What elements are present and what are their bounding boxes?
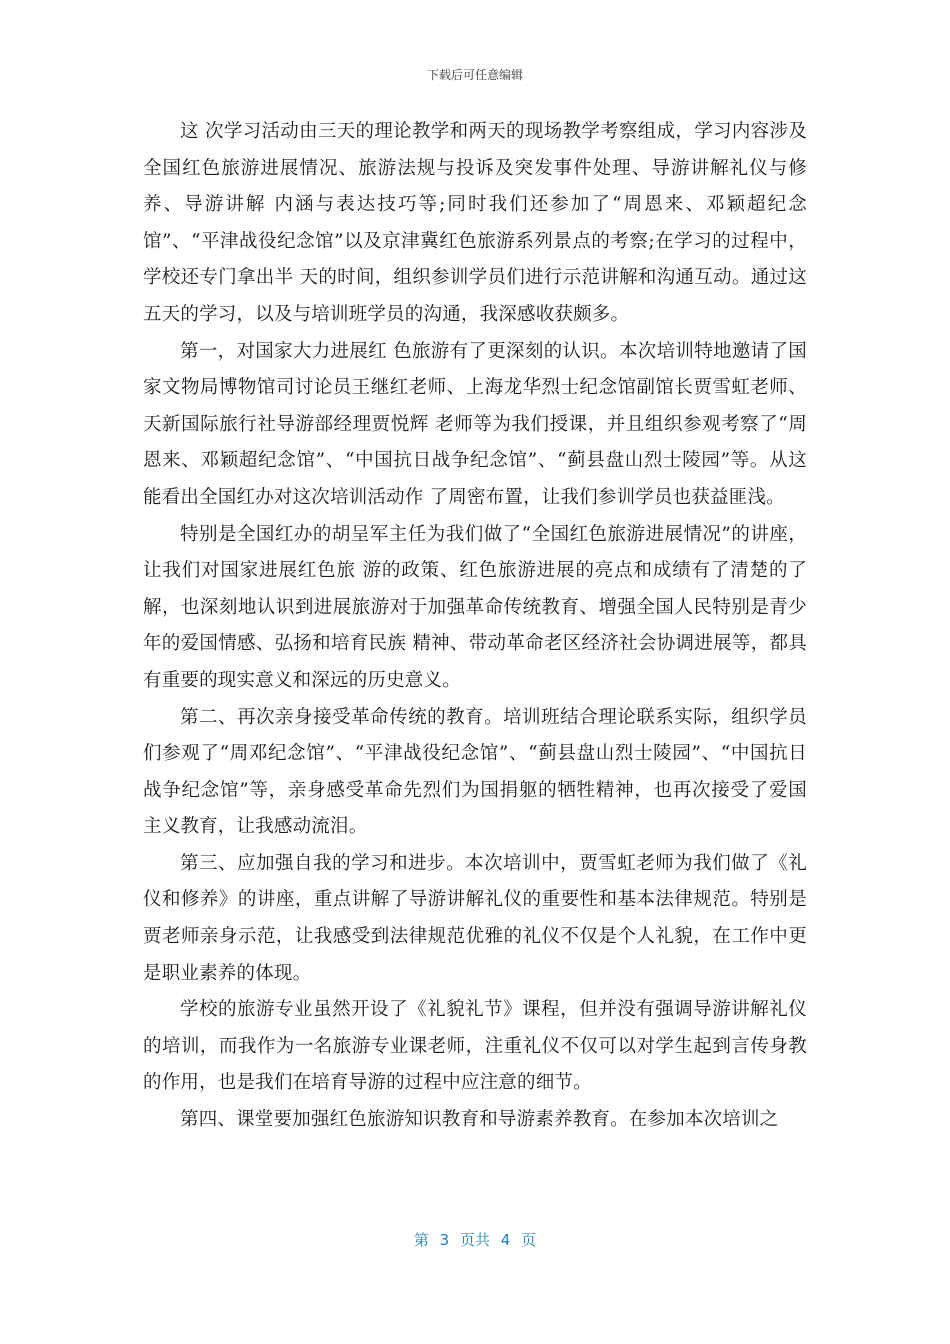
document-body <box>143 114 807 1139</box>
paragraph-4: 第二、再次亲身接受革命传统的教育。培训班结合理论联系实际，组织学员们参观了“周邓纪念馆”、“平津战役纪念馆”、“蓟县盘山烈士陵园”、“中国抗日战争纪念馆”等，亲身感受革命先烈们为国捐躯的牺牲精神，也再次接受了爱国主义教育，让我感动流泪。 <box>143 706 807 838</box>
paragraph-2: 第一，对国家大力进展红 色旅游有了更深刻的认识。本次培训特地邀请了国家文物局博物馆司讨论员王继红老师、上海龙华烈士纪念馆副馆长贾雪虹老师、天新国际旅行社导游部经理贾悦辉 老师等为我们授课，并且组织参观考察了“周恩来、邓颖超纪念馆”、“中国抗日战争纪念馆”、“蓟县盘山烈士陵园”等。从这能看出全国红办对这次培训活动作 了周密布置，让我们参训学员也获益匪浅。 <box>143 340 807 508</box>
paragraph-5: 第三、应加强自我的学习和进步。本次培训中，贾雪虹老师为我们做了《礼仪和修养》的讲座，重点讲解了导游讲解礼仪的重要性和基本法律规范。特别是贾老师亲身示范，让我感受到法律规范优雅的礼仪不仅是个人礼貌，在工作中更是职业素养的体现。 <box>143 852 807 984</box>
page-header-note: 下载后可任意编辑 <box>426 68 523 82</box>
paragraph-7: 第四、课堂要加强红色旅游知识教育和导游素养教育。在参加本次培训之 <box>180 1109 779 1131</box>
paragraph-6: 学校的旅游专业虽然开设了《礼貌礼节》课程，但并没有强调导游讲解礼仪的培训，而我作为一名旅游专业课老师，注重礼仪不仅可以对学生起到言传身教的作用，也是我们在培育导游的过程中应注意的细节。 <box>143 999 807 1094</box>
page-number-footer: 第 3 页共 4 页 <box>413 1231 537 1249</box>
paragraph-1: 这 次学习活动由三天的理论教学和两天的现场教学考察组成，学习内容涉及全国红色旅游进展情况、旅游法规与投诉及突发事件处理、导游讲解礼仪与修养、导游讲解 内涵与表达技巧等;同时我们还参加了“周恩来、邓颖超纪念馆”、“平津战役纪念馆”以及京津冀红色旅游系列景点的考察;在学习的过程中，学校还专门拿出半 天的时间，组织参训学员们进行示范讲解和沟通互动。通过这五天的学习，以及与培训班学员的沟通，我深感收获颇多。 <box>143 121 807 325</box>
paragraph-3: 特别是全国红办的胡呈军主任为我们做了“全国红色旅游进展情况”的讲座，让我们对国家进展红色旅 游的政策、红色旅游进展的亮点和成绩有了清楚的了解，也深刻地认识到进展旅游对于加强革命传统教育、增强全国人民特别是青少年的爱国情感、弘扬和培育民族 精神、带动革命老区经济社会协调进展等，都具有重要的现实意义和深远的历史意义。 <box>143 523 807 691</box>
